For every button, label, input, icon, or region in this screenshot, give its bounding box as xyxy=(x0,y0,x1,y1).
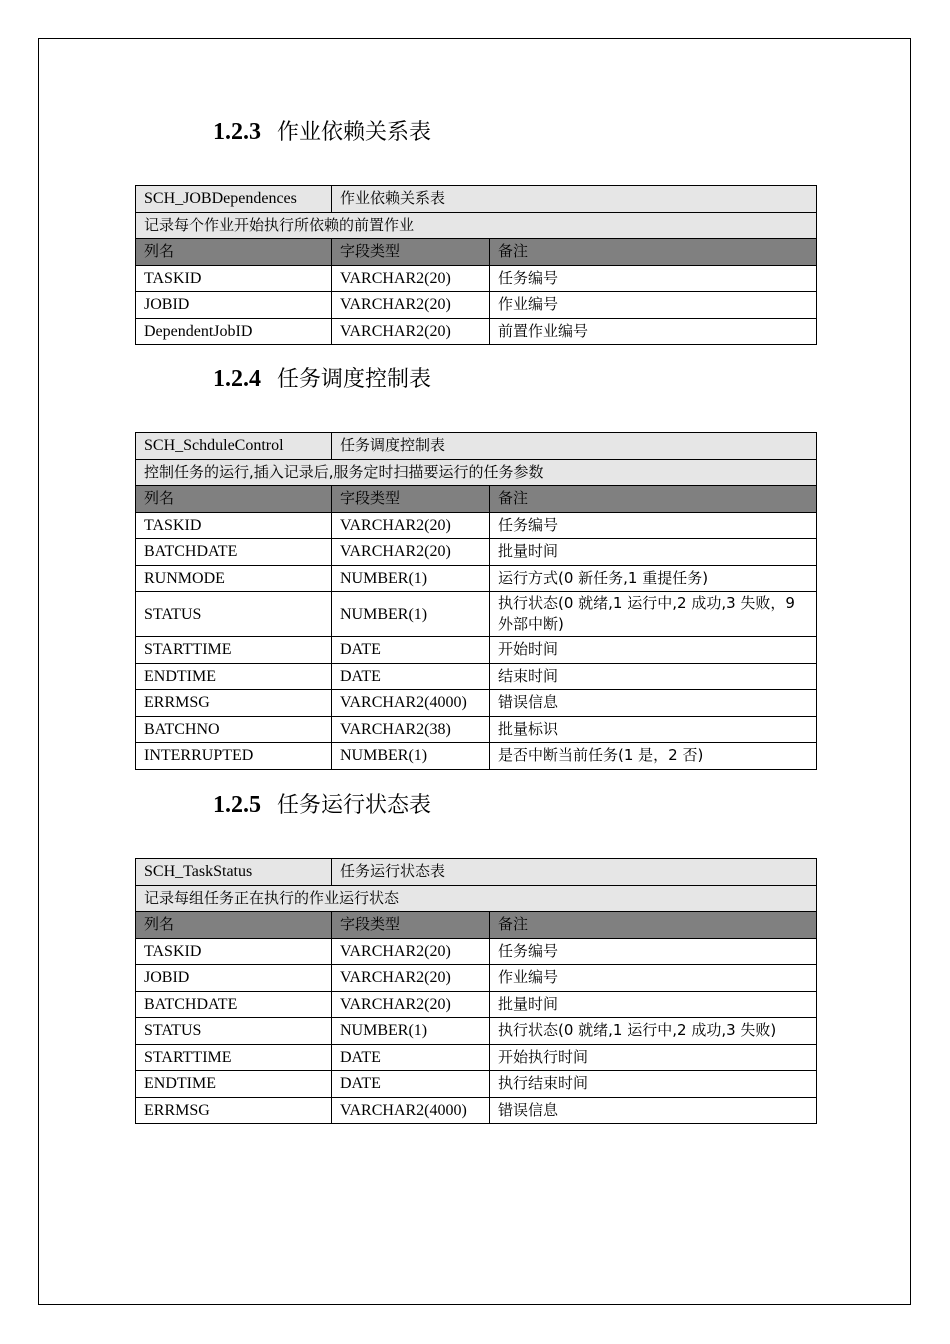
field-name: DependentJobID xyxy=(136,318,332,345)
table-description: 记录每个作业开始执行所依赖的前置作业 xyxy=(136,212,817,239)
section-title: 任务调度控制表 xyxy=(277,367,432,392)
field-remark: 前置作业编号 xyxy=(490,318,817,345)
field-remark: 任务编号 xyxy=(490,265,817,292)
field-type: VARCHAR2(20) xyxy=(332,512,490,539)
field-name: JOBID xyxy=(136,965,332,992)
field-name: TASKID xyxy=(136,938,332,965)
field-remark: 运行方式(0 新任务,1 重提任务) xyxy=(490,565,817,592)
field-remark: 批量时间 xyxy=(490,539,817,566)
field-remark: 执行状态(0 就绪,1 运行中,2 成功,3 失败) xyxy=(490,1018,817,1045)
table-title: 作业依赖关系表 xyxy=(332,186,817,213)
table-name-row xyxy=(136,186,817,213)
table-row xyxy=(136,690,817,717)
column-header-name: 列名 xyxy=(136,486,332,513)
field-type: NUMBER(1) xyxy=(332,743,490,770)
section-title: 任务运行状态表 xyxy=(277,793,432,818)
field-name: STATUS xyxy=(136,592,332,637)
table-row xyxy=(136,265,817,292)
field-name: ENDTIME xyxy=(136,1071,332,1098)
field-type: VARCHAR2(4000) xyxy=(332,1097,490,1124)
field-name: BATCHNO xyxy=(136,716,332,743)
table-row xyxy=(136,592,817,637)
field-name: ENDTIME xyxy=(136,663,332,690)
field-type: VARCHAR2(20) xyxy=(332,292,490,319)
table-row xyxy=(136,565,817,592)
field-name: ERRMSG xyxy=(136,690,332,717)
field-type: VARCHAR2(38) xyxy=(332,716,490,743)
field-remark: 任务编号 xyxy=(490,512,817,539)
section-number: 1.2.4 xyxy=(213,366,261,392)
table-row xyxy=(136,1097,817,1124)
field-type: VARCHAR2(20) xyxy=(332,938,490,965)
table-row xyxy=(136,1044,817,1071)
field-type: VARCHAR2(20) xyxy=(332,965,490,992)
section-heading xyxy=(213,117,431,147)
field-remark: 错误信息 xyxy=(490,1097,817,1124)
field-remark: 执行结束时间 xyxy=(490,1071,817,1098)
section-number: 1.2.3 xyxy=(213,119,261,145)
column-header-type: 字段类型 xyxy=(332,239,490,266)
table-row xyxy=(136,292,817,319)
table-row xyxy=(136,1018,817,1045)
table-row xyxy=(136,637,817,664)
section-heading xyxy=(213,790,431,820)
field-name: TASKID xyxy=(136,512,332,539)
field-remark: 执行状态(0 就绪,1 运行中,2 成功,3 失败，9 外部中断) xyxy=(490,592,817,637)
field-remark: 是否中断当前任务(1 是，2 否) xyxy=(490,743,817,770)
field-remark: 作业编号 xyxy=(490,292,817,319)
field-type: NUMBER(1) xyxy=(332,1018,490,1045)
table-header-row xyxy=(136,486,817,513)
field-name: STARTTIME xyxy=(136,1044,332,1071)
column-header-remark: 备注 xyxy=(490,239,817,266)
table-name: SCH_JOBDependences xyxy=(136,186,332,213)
table-header-row xyxy=(136,239,817,266)
field-name: JOBID xyxy=(136,292,332,319)
field-name: ERRMSG xyxy=(136,1097,332,1124)
schema-table xyxy=(135,185,817,345)
schema-table xyxy=(135,858,817,1124)
section-title: 作业依赖关系表 xyxy=(277,120,432,145)
table-row xyxy=(136,743,817,770)
table-row xyxy=(136,716,817,743)
table-title: 任务运行状态表 xyxy=(332,859,817,886)
field-name: BATCHDATE xyxy=(136,991,332,1018)
field-name: STARTTIME xyxy=(136,637,332,664)
table-row xyxy=(136,663,817,690)
field-type: NUMBER(1) xyxy=(332,592,490,637)
field-type: VARCHAR2(20) xyxy=(332,991,490,1018)
table-name-row xyxy=(136,859,817,886)
table-row xyxy=(136,512,817,539)
table-description: 控制任务的运行,插入记录后,服务定时扫描要运行的任务参数 xyxy=(136,459,817,486)
field-remark: 批量时间 xyxy=(490,991,817,1018)
field-type: DATE xyxy=(332,1071,490,1098)
table-row xyxy=(136,539,817,566)
section-heading xyxy=(213,364,431,394)
column-header-name: 列名 xyxy=(136,239,332,266)
field-remark: 结束时间 xyxy=(490,663,817,690)
schema-table xyxy=(135,432,817,770)
column-header-remark: 备注 xyxy=(490,486,817,513)
section-number: 1.2.5 xyxy=(213,792,261,818)
field-remark: 开始时间 xyxy=(490,637,817,664)
table-row xyxy=(136,318,817,345)
field-type: VARCHAR2(20) xyxy=(332,539,490,566)
field-name: RUNMODE xyxy=(136,565,332,592)
table-name: SCH_TaskStatus xyxy=(136,859,332,886)
field-remark: 批量标识 xyxy=(490,716,817,743)
field-type: VARCHAR2(20) xyxy=(332,265,490,292)
column-header-name: 列名 xyxy=(136,912,332,939)
field-type: NUMBER(1) xyxy=(332,565,490,592)
table-name: SCH_SchduleControl xyxy=(136,433,332,460)
field-type: DATE xyxy=(332,1044,490,1071)
table-name-row xyxy=(136,433,817,460)
field-name: INTERRUPTED xyxy=(136,743,332,770)
table-row xyxy=(136,938,817,965)
column-header-remark: 备注 xyxy=(490,912,817,939)
field-remark: 作业编号 xyxy=(490,965,817,992)
field-remark: 错误信息 xyxy=(490,690,817,717)
table-description: 记录每组任务正在执行的作业运行状态 xyxy=(136,885,817,912)
field-remark: 任务编号 xyxy=(490,938,817,965)
table-title: 任务调度控制表 xyxy=(332,433,817,460)
table-description-row xyxy=(136,459,817,486)
field-type: DATE xyxy=(332,663,490,690)
table-row xyxy=(136,965,817,992)
field-type: DATE xyxy=(332,637,490,664)
table-description-row xyxy=(136,885,817,912)
field-name: TASKID xyxy=(136,265,332,292)
field-remark: 开始执行时间 xyxy=(490,1044,817,1071)
table-description-row xyxy=(136,212,817,239)
field-name: BATCHDATE xyxy=(136,539,332,566)
field-type: VARCHAR2(20) xyxy=(332,318,490,345)
column-header-type: 字段类型 xyxy=(332,486,490,513)
table-header-row xyxy=(136,912,817,939)
table-row xyxy=(136,1071,817,1098)
field-type: VARCHAR2(4000) xyxy=(332,690,490,717)
field-name: STATUS xyxy=(136,1018,332,1045)
column-header-type: 字段类型 xyxy=(332,912,490,939)
table-row xyxy=(136,991,817,1018)
